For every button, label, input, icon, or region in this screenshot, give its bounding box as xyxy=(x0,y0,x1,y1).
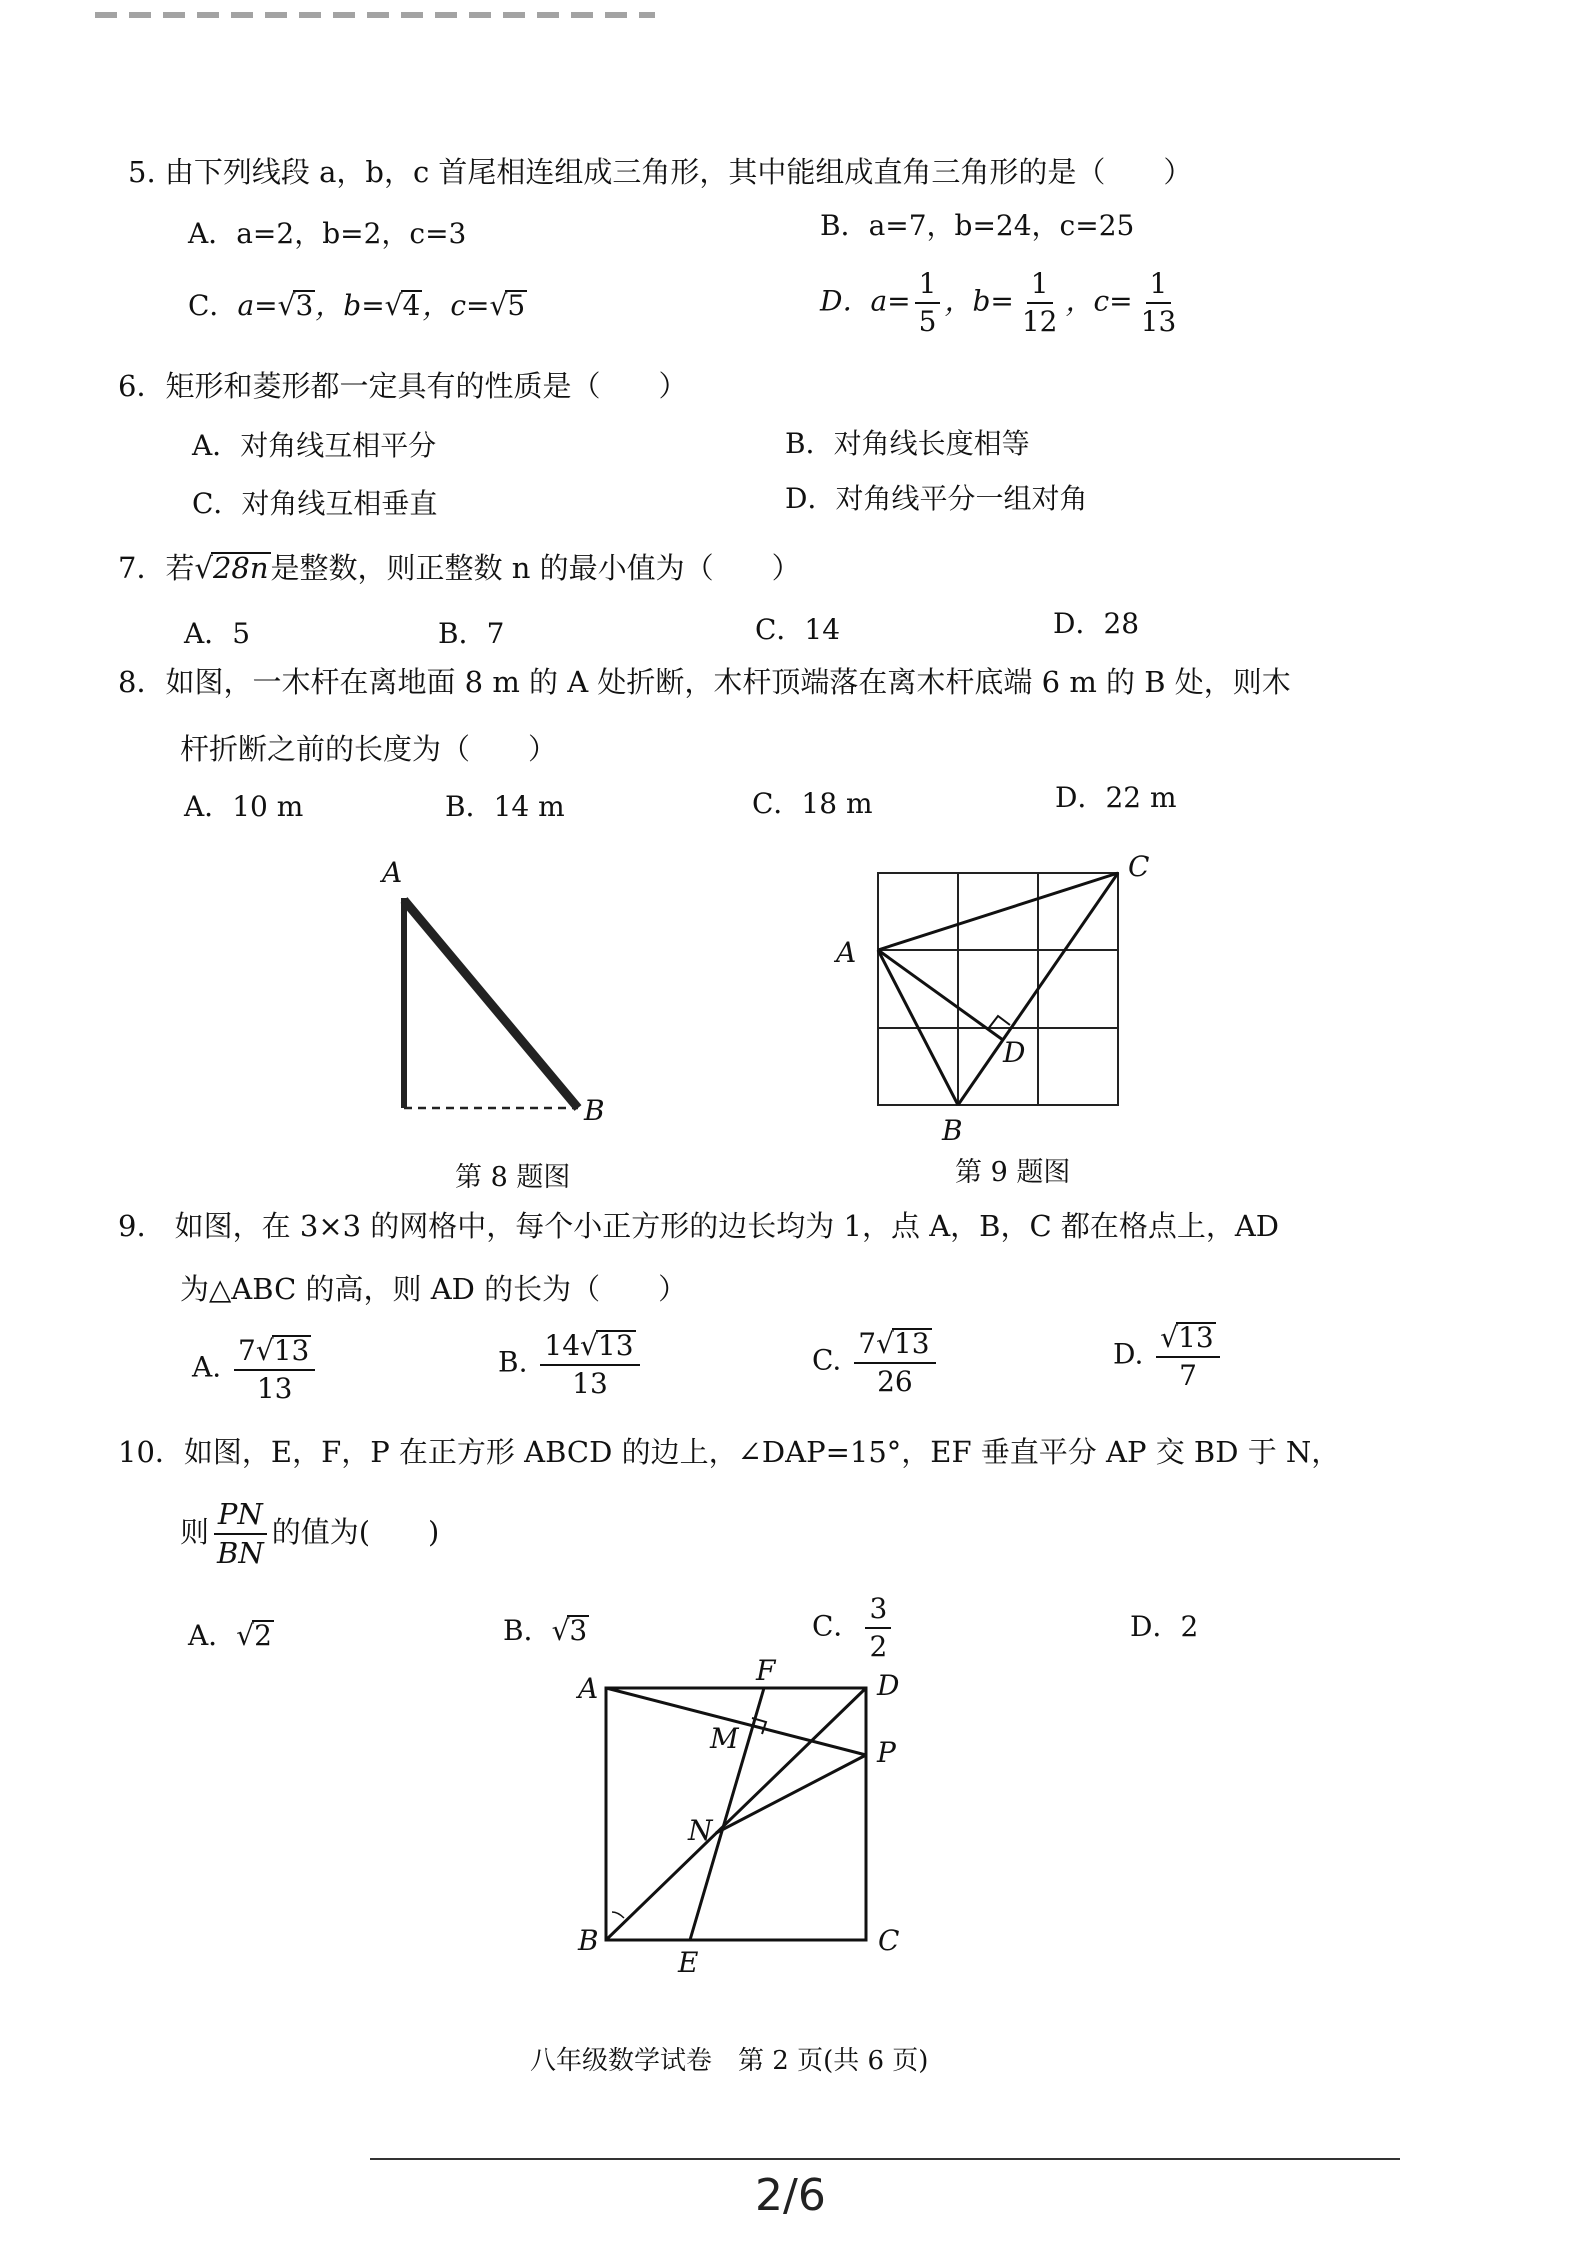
q8-option-d[interactable]: D．22 m xyxy=(1055,781,1177,814)
fig9-label-b: B xyxy=(942,1114,963,1147)
sqrt-symbol: √3 xyxy=(551,1614,588,1647)
q10-option-a[interactable]: A．√2 xyxy=(188,1619,272,1652)
page-indicator: 2/6 xyxy=(755,2170,826,2221)
q8-option-b[interactable]: B．14 m xyxy=(445,790,565,823)
q9-option-a[interactable]: A. $\frac{7√13}{13}$ xyxy=(192,1335,319,1403)
question-8-line-2: 杆折断之前的长度为（ ） xyxy=(180,732,558,766)
sqrt-symbol: √28n xyxy=(194,551,269,585)
sqrt-symbol: √2 xyxy=(236,1619,272,1652)
fig10-label-m: M xyxy=(710,1722,739,1755)
question-9-line-2: 为△ABC 的高，则 AD 的长为（ ） xyxy=(180,1272,688,1306)
question-10-line-2: 则 $\frac{PN}{BN}$ 的值为( ) xyxy=(180,1497,440,1570)
fraction: $\frac{1}{13}$ xyxy=(1140,267,1177,338)
q7-option-b[interactable]: B．7 xyxy=(438,617,505,650)
fig9-label-a: A xyxy=(836,936,857,969)
fig9-label-d: D xyxy=(1003,1036,1026,1069)
q8-option-a[interactable]: A．10 m xyxy=(184,790,304,823)
fig10-label-f: F xyxy=(756,1654,776,1687)
fraction: $\frac{PN}{BN}$ xyxy=(213,1500,268,1568)
q6-option-c[interactable]: C．对角线互相垂直 xyxy=(192,487,438,520)
page-footer: 八年级数学试卷 第 2 页(共 6 页) xyxy=(530,2046,929,2076)
question-10-line-1: 10．如图，E，F，P 在正方形 ABCD 的边上，∠DAP=15°，EF 垂直平分 AP 交 BD 于 N， xyxy=(118,1435,1341,1469)
q5-option-d[interactable]: D．a= $\frac{1}{5}$ ，b= $\frac{1}{12}$ ，c= $\frac{1}{13}$ xyxy=(820,270,1184,336)
fig10-label-b: B xyxy=(578,1924,599,1957)
q5-option-b[interactable]: B．a=7，b=24，c=25 xyxy=(820,209,1135,242)
q7-option-d[interactable]: D．28 xyxy=(1053,607,1140,640)
question-5-number: 5. xyxy=(128,155,156,189)
q8-option-c[interactable]: C．18 m xyxy=(752,787,873,820)
q9-option-c[interactable]: C. $\frac{7√13}{26}$ xyxy=(812,1328,940,1396)
question-6: 6．矩形和菱形都一定具有的性质是（ ） xyxy=(118,369,688,403)
q6-option-b[interactable]: B．对角线长度相等 xyxy=(785,427,1030,460)
fig10-label-n: N xyxy=(688,1814,713,1847)
question-5-text: 由下列线段 a，b，c 首尾相连组成三角形，其中能组成直角三角形的是（ ） xyxy=(164,155,1193,189)
q9-option-d[interactable]: D. $\frac{√13}{7}$ xyxy=(1113,1322,1224,1390)
sqrt-symbol: √3 xyxy=(277,289,314,322)
fraction: $\frac{14√13}{13}$ xyxy=(540,1330,639,1398)
fig10-segment-pn xyxy=(716,1755,866,1833)
q10-option-d[interactable]: D．2 xyxy=(1130,1610,1199,1643)
fraction: $\frac{7√13}{26}$ xyxy=(854,1328,935,1396)
q5-option-c[interactable]: C．a=√3，b=√4，c=√5 xyxy=(188,289,526,322)
fraction: $\frac{1}{12}$ xyxy=(1021,267,1058,338)
figure-9-caption: 第 9 题图 xyxy=(955,1157,1071,1188)
fig8-label-b: B xyxy=(584,1094,605,1127)
sqrt-symbol: √5 xyxy=(489,289,526,322)
question-7: 7．若√28n是整数，则正整数 n 的最小值为（ ） xyxy=(118,551,801,585)
q7-option-c[interactable]: C．14 xyxy=(755,613,841,646)
q7-option-a[interactable]: A．5 xyxy=(184,617,251,650)
fraction: $\frac{3}{2}$ xyxy=(865,1595,891,1661)
fraction: $\frac{√13}{7}$ xyxy=(1156,1322,1219,1390)
question-9-line-1: 9. 如图，在 3×3 的网格中，每个小正方形的边长均为 1，点 A，B，C 都在格点上，AD xyxy=(118,1209,1280,1243)
fig10-angle-mark xyxy=(612,1912,624,1918)
question-8-line-1: 8．如图，一木杆在离地面 8 m 的 A 处折断，木杆顶端落在离木杆底端 6 m 的 B 处，则木 xyxy=(118,665,1291,699)
fig10-label-p: P xyxy=(877,1736,896,1769)
fraction: $\frac{1}{5}$ xyxy=(915,270,941,336)
q10-option-b[interactable]: B．√3 xyxy=(503,1614,588,1647)
bottom-divider xyxy=(370,2158,1400,2160)
fig10-label-a: A xyxy=(578,1672,599,1705)
fig9-label-c: C xyxy=(1128,850,1150,883)
q6-option-a[interactable]: A．对角线互相平分 xyxy=(192,429,437,462)
fig10-label-c: C xyxy=(878,1924,900,1957)
fig10-label-e: E xyxy=(678,1946,699,1979)
figure-8-caption: 第 8 题图 xyxy=(455,1162,571,1193)
q9-option-b[interactable]: B. $\frac{14√13}{13}$ xyxy=(498,1330,644,1398)
q10-option-c[interactable]: C． $\frac{3}{2}$ xyxy=(812,1595,895,1661)
sqrt-symbol: √4 xyxy=(384,289,421,322)
q6-option-d[interactable]: D．对角线平分一组对角 xyxy=(785,482,1088,515)
fig10-label-d: D xyxy=(877,1669,900,1702)
fig8-label-a: A xyxy=(382,856,403,889)
fraction: $\frac{7√13}{13}$ xyxy=(234,1335,315,1403)
q5-option-a[interactable]: A．a=2，b=2，c=3 xyxy=(188,217,467,250)
